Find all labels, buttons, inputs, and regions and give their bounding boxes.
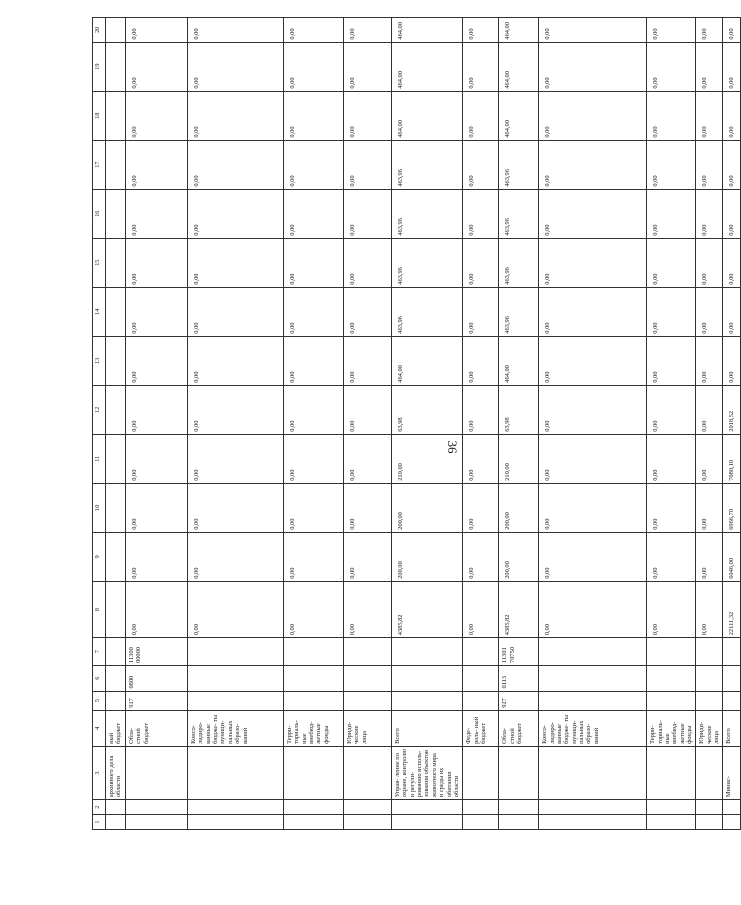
amount-cell bbox=[106, 140, 126, 189]
executor-cell bbox=[463, 746, 499, 799]
table-row bbox=[188, 18, 284, 830]
budget-table bbox=[92, 17, 736, 830]
amount-cell: 0,00 bbox=[463, 42, 499, 91]
column-number: 9 bbox=[93, 532, 106, 581]
amount-cell: 0,00 bbox=[188, 434, 284, 483]
target-article-cell bbox=[696, 638, 723, 666]
amount-cell: 200,00 bbox=[392, 483, 463, 532]
executor-cell bbox=[539, 746, 647, 799]
amount-cell: 0,00 bbox=[696, 18, 723, 43]
amount-cell bbox=[106, 189, 126, 238]
section-cell bbox=[696, 665, 723, 691]
amount-cell: 0,00 bbox=[126, 91, 188, 140]
amount-cell: 0,00 bbox=[188, 336, 284, 385]
source-cell: Консо- лидиро- ванные бюдже- ты муници- пальных образо- ваний bbox=[188, 710, 284, 746]
executor-cell bbox=[696, 746, 723, 799]
amount-cell: 200,00 bbox=[392, 532, 463, 581]
target-article-cell bbox=[344, 638, 392, 666]
amount-cell: 0,00 bbox=[539, 385, 647, 434]
section-cell bbox=[392, 665, 463, 691]
table-row bbox=[723, 18, 741, 830]
amount-cell: 0,00 bbox=[344, 532, 392, 581]
col2-cell bbox=[723, 800, 741, 815]
grbs-cell bbox=[647, 691, 696, 710]
amount-cell: 0,00 bbox=[126, 18, 188, 43]
amount-cell: 463,96 bbox=[392, 140, 463, 189]
amount-cell: 0,00 bbox=[284, 42, 344, 91]
amount-cell: 464,00 bbox=[392, 336, 463, 385]
amount-cell: 6046,00 bbox=[723, 532, 741, 581]
amount-cell: 0,00 bbox=[539, 581, 647, 637]
amount-cell: 0,00 bbox=[284, 483, 344, 532]
column-number: 6 bbox=[93, 665, 106, 691]
amount-cell: 0,00 bbox=[539, 42, 647, 91]
source-cell: Юриди- ческие лица bbox=[344, 710, 392, 746]
source-cell: Всего bbox=[392, 710, 463, 746]
column-number: 5 bbox=[93, 691, 106, 710]
section-cell: 0800 bbox=[126, 665, 188, 691]
amount-cell: 0,00 bbox=[126, 581, 188, 637]
col2-cell bbox=[188, 800, 284, 815]
amount-cell: 0,00 bbox=[188, 91, 284, 140]
table-row bbox=[106, 18, 126, 830]
column-number: 8 bbox=[93, 581, 106, 637]
amount-cell: 0,00 bbox=[344, 91, 392, 140]
amount-cell: 0,00 bbox=[723, 336, 741, 385]
col2-cell bbox=[647, 800, 696, 815]
column-number: 3 bbox=[93, 746, 106, 799]
page-number: 36 bbox=[445, 440, 460, 454]
column-number: 7 bbox=[93, 638, 106, 666]
amount-cell: 0,00 bbox=[696, 385, 723, 434]
amount-cell bbox=[106, 336, 126, 385]
amount-cell bbox=[106, 91, 126, 140]
amount-cell: 0,00 bbox=[463, 434, 499, 483]
table-row bbox=[539, 18, 647, 830]
table-row bbox=[344, 18, 392, 830]
amount-cell: 0,00 bbox=[126, 189, 188, 238]
amount-cell: 0,00 bbox=[188, 18, 284, 43]
col2-cell bbox=[284, 800, 344, 815]
executor-cell bbox=[126, 746, 188, 799]
target-article-cell bbox=[539, 638, 647, 666]
column-number: 1 bbox=[93, 815, 106, 830]
amount-cell: 0,00 bbox=[539, 287, 647, 336]
amount-cell: 0,00 bbox=[463, 287, 499, 336]
col2-cell bbox=[126, 800, 188, 815]
amount-cell: 464,00 bbox=[392, 18, 463, 43]
executor-cell: Минис- bbox=[723, 746, 741, 799]
grbs-cell bbox=[188, 691, 284, 710]
table-row bbox=[499, 18, 539, 830]
grbs-cell bbox=[284, 691, 344, 710]
amount-cell: 0,00 bbox=[539, 140, 647, 189]
amount-cell: 0,00 bbox=[539, 434, 647, 483]
executor-cell: архивного дела области bbox=[106, 746, 126, 799]
section-cell bbox=[284, 665, 344, 691]
amount-cell: 0,00 bbox=[344, 287, 392, 336]
column-number: 12 bbox=[93, 385, 106, 434]
amount-cell: 0,00 bbox=[126, 434, 188, 483]
col2-cell bbox=[463, 800, 499, 815]
amount-cell: 0,00 bbox=[723, 238, 741, 287]
amount-cell: 0,00 bbox=[463, 581, 499, 637]
amount-cell bbox=[106, 483, 126, 532]
amount-cell: 0,00 bbox=[284, 18, 344, 43]
amount-cell: 0,00 bbox=[723, 91, 741, 140]
amount-cell: 463,96 bbox=[392, 189, 463, 238]
amount-cell: 0,00 bbox=[647, 581, 696, 637]
amount-cell: 0,00 bbox=[344, 581, 392, 637]
amount-cell: 463,96 bbox=[499, 140, 539, 189]
grbs-cell bbox=[463, 691, 499, 710]
amount-cell: 0,00 bbox=[284, 532, 344, 581]
amount-cell: 200,00 bbox=[499, 483, 539, 532]
section-cell bbox=[463, 665, 499, 691]
amount-cell: 0,00 bbox=[463, 483, 499, 532]
amount-cell: 0,00 bbox=[344, 336, 392, 385]
target-article-cell bbox=[392, 638, 463, 666]
amount-cell: 0,00 bbox=[647, 18, 696, 43]
amount-cell bbox=[106, 238, 126, 287]
column-number: 13 bbox=[93, 336, 106, 385]
grbs-cell bbox=[106, 691, 126, 710]
amount-cell: 464,00 bbox=[499, 18, 539, 43]
table-row bbox=[696, 18, 723, 830]
amount-cell: 464,00 bbox=[499, 336, 539, 385]
column-number: 20 bbox=[93, 18, 106, 43]
source-cell: Всего bbox=[723, 710, 741, 746]
amount-cell: 0,00 bbox=[284, 336, 344, 385]
amount-cell: 0,00 bbox=[647, 42, 696, 91]
amount-cell bbox=[106, 581, 126, 637]
table-row bbox=[463, 18, 499, 830]
source-cell: Обла- стной бюджет bbox=[126, 710, 188, 746]
section-cell bbox=[106, 665, 126, 691]
amount-cell: 63,98 bbox=[499, 385, 539, 434]
amount-cell: 0,00 bbox=[126, 336, 188, 385]
target-article-cell bbox=[463, 638, 499, 666]
amount-cell: 0,00 bbox=[284, 581, 344, 637]
section-cell bbox=[344, 665, 392, 691]
amount-cell: 0,00 bbox=[539, 336, 647, 385]
amount-cell: 0,00 bbox=[344, 42, 392, 91]
column-number: 17 bbox=[93, 140, 106, 189]
amount-cell: 210,00 bbox=[392, 434, 463, 483]
executor-cell bbox=[284, 746, 344, 799]
amount-cell: 0,00 bbox=[723, 140, 741, 189]
grbs-cell bbox=[723, 691, 741, 710]
amount-cell: 0,00 bbox=[696, 189, 723, 238]
amount-cell: 463,96 bbox=[392, 238, 463, 287]
amount-cell bbox=[106, 42, 126, 91]
amount-cell: 463,96 bbox=[499, 287, 539, 336]
amount-cell: 0,00 bbox=[723, 189, 741, 238]
amount-cell: 0,00 bbox=[284, 140, 344, 189]
amount-cell: 0,00 bbox=[463, 238, 499, 287]
grbs-cell bbox=[392, 691, 463, 710]
amount-cell bbox=[106, 434, 126, 483]
target-article-cell: 11301 70750 bbox=[499, 638, 539, 666]
amount-cell: 0,00 bbox=[188, 287, 284, 336]
amount-cell: 0,00 bbox=[126, 287, 188, 336]
amount-cell: 464,00 bbox=[499, 91, 539, 140]
col2-cell bbox=[539, 800, 647, 815]
amount-cell: 0,00 bbox=[696, 287, 723, 336]
source-cell: Юриди- ческие лица bbox=[696, 710, 723, 746]
col2-cell bbox=[499, 800, 539, 815]
amount-cell: 0,00 bbox=[647, 434, 696, 483]
amount-cell: 0,00 bbox=[344, 483, 392, 532]
amount-cell: 0,00 bbox=[463, 189, 499, 238]
amount-cell: 0,00 bbox=[647, 140, 696, 189]
executor-cell bbox=[647, 746, 696, 799]
executor-cell bbox=[499, 746, 539, 799]
section-cell bbox=[647, 665, 696, 691]
column-number: 2 bbox=[93, 800, 106, 815]
amount-cell: 0,00 bbox=[126, 140, 188, 189]
column-number: 18 bbox=[93, 91, 106, 140]
amount-cell: 463,96 bbox=[499, 238, 539, 287]
col1-cell bbox=[463, 815, 499, 830]
amount-cell: 0,00 bbox=[647, 91, 696, 140]
grbs-cell bbox=[539, 691, 647, 710]
amount-cell: 0,00 bbox=[463, 140, 499, 189]
amount-cell: 0,00 bbox=[188, 581, 284, 637]
amount-cell: 0,00 bbox=[463, 385, 499, 434]
col2-cell bbox=[106, 800, 126, 815]
column-number: 19 bbox=[93, 42, 106, 91]
col2-cell bbox=[696, 800, 723, 815]
amount-cell: 0,00 bbox=[284, 385, 344, 434]
amount-cell: 7080,10 bbox=[723, 434, 741, 483]
amount-cell: 0,00 bbox=[647, 532, 696, 581]
amount-cell: 4385,82 bbox=[499, 581, 539, 637]
amount-cell: 0,00 bbox=[723, 42, 741, 91]
amount-cell: 0,00 bbox=[463, 336, 499, 385]
amount-cell: 0,00 bbox=[696, 336, 723, 385]
executor-cell: Управ- ление по охране, контролю и регули- рованию исполь- зования объектов животного мира и среды их обитания области bbox=[392, 746, 463, 799]
amount-cell: 0,00 bbox=[126, 42, 188, 91]
grbs-cell: 917 bbox=[126, 691, 188, 710]
amount-cell: 0,00 bbox=[647, 189, 696, 238]
amount-cell: 0,00 bbox=[188, 238, 284, 287]
amount-cell: 0,00 bbox=[344, 140, 392, 189]
amount-cell: 0,00 bbox=[126, 238, 188, 287]
column-number: 10 bbox=[93, 483, 106, 532]
column-number: 16 bbox=[93, 189, 106, 238]
source-cell: Феде- раль- ный бюджет bbox=[463, 710, 499, 746]
amount-cell: 0,00 bbox=[463, 18, 499, 43]
amount-cell: 0,00 bbox=[344, 189, 392, 238]
amount-cell: 0,00 bbox=[188, 189, 284, 238]
amount-cell: 0,00 bbox=[344, 238, 392, 287]
amount-cell: 0,00 bbox=[696, 91, 723, 140]
amount-cell: 463,96 bbox=[392, 287, 463, 336]
grbs-cell: 927 bbox=[499, 691, 539, 710]
table-row bbox=[284, 18, 344, 830]
amount-cell: 200,00 bbox=[499, 532, 539, 581]
amount-cell: 0,00 bbox=[539, 238, 647, 287]
table-row bbox=[392, 18, 463, 830]
section-cell bbox=[188, 665, 284, 691]
col2-cell bbox=[344, 800, 392, 815]
amount-cell: 0,00 bbox=[284, 91, 344, 140]
target-article-cell bbox=[723, 638, 741, 666]
amount-cell: 0,00 bbox=[126, 532, 188, 581]
amount-cell: 0,00 bbox=[284, 434, 344, 483]
grbs-cell bbox=[344, 691, 392, 710]
amount-cell: 0,00 bbox=[188, 42, 284, 91]
amount-cell: 22111,32 bbox=[723, 581, 741, 637]
executor-cell bbox=[188, 746, 284, 799]
target-article-cell bbox=[284, 638, 344, 666]
amount-cell: 0,00 bbox=[344, 18, 392, 43]
col1-cell bbox=[499, 815, 539, 830]
amount-cell: 464,00 bbox=[392, 91, 463, 140]
amount-cell: 0,00 bbox=[696, 42, 723, 91]
col1-cell bbox=[126, 815, 188, 830]
col1-cell bbox=[344, 815, 392, 830]
amount-cell: 0,00 bbox=[696, 581, 723, 637]
amount-cell: 0,00 bbox=[647, 385, 696, 434]
amount-cell bbox=[106, 385, 126, 434]
table-row bbox=[647, 18, 696, 830]
amount-cell: 0,00 bbox=[539, 532, 647, 581]
amount-cell bbox=[106, 287, 126, 336]
amount-cell: 0,00 bbox=[126, 483, 188, 532]
col2-cell bbox=[392, 800, 463, 815]
source-cell: Терри- ториаль- ные внебюд- жетные фонды bbox=[284, 710, 344, 746]
amount-cell: 463,96 bbox=[499, 189, 539, 238]
amount-cell: 0,00 bbox=[647, 483, 696, 532]
target-article-cell bbox=[106, 638, 126, 666]
section-cell bbox=[539, 665, 647, 691]
column-number-row bbox=[93, 18, 106, 830]
amount-cell: 0,00 bbox=[463, 91, 499, 140]
amount-cell: 63,98 bbox=[392, 385, 463, 434]
col1-cell bbox=[723, 815, 741, 830]
amount-cell bbox=[106, 18, 126, 43]
column-number: 4 bbox=[93, 710, 106, 746]
amount-cell: 464,00 bbox=[392, 42, 463, 91]
source-cell: Терри- ториаль- ные внебюд- жетные фонды bbox=[647, 710, 696, 746]
source-cell: Консо- лидиро- ванные бюдже- ты муници- пальных образо- ваний bbox=[539, 710, 647, 746]
source-cell: ный бюджет bbox=[106, 710, 126, 746]
target-article-cell: 11300 00000 bbox=[126, 638, 188, 666]
column-number: 15 bbox=[93, 238, 106, 287]
amount-cell: 0,00 bbox=[188, 385, 284, 434]
amount-cell: 0,00 bbox=[696, 140, 723, 189]
amount-cell: 0,00 bbox=[723, 287, 741, 336]
amount-cell: 0,00 bbox=[188, 483, 284, 532]
amount-cell: 0,00 bbox=[696, 483, 723, 532]
amount-cell: 0,00 bbox=[539, 18, 647, 43]
amount-cell: 0,00 bbox=[188, 140, 284, 189]
amount-cell: 210,00 bbox=[499, 434, 539, 483]
amount-cell: 4385,82 bbox=[392, 581, 463, 637]
col1-cell bbox=[539, 815, 647, 830]
amount-cell: 0,00 bbox=[284, 238, 344, 287]
amount-cell: 0,00 bbox=[723, 18, 741, 43]
col1-cell bbox=[284, 815, 344, 830]
amount-cell: 0,00 bbox=[344, 434, 392, 483]
target-article-cell bbox=[647, 638, 696, 666]
section-cell: 0113 bbox=[499, 665, 539, 691]
amount-cell: 0,00 bbox=[696, 434, 723, 483]
amount-cell: 0,00 bbox=[539, 91, 647, 140]
amount-cell: 6966,70 bbox=[723, 483, 741, 532]
amount-cell bbox=[106, 532, 126, 581]
amount-cell: 0,00 bbox=[188, 532, 284, 581]
source-cell: Обла- стной бюджет bbox=[499, 710, 539, 746]
amount-cell: 0,00 bbox=[126, 385, 188, 434]
amount-cell: 0,00 bbox=[463, 532, 499, 581]
column-number: 11 bbox=[93, 434, 106, 483]
target-article-cell bbox=[188, 638, 284, 666]
grbs-cell bbox=[696, 691, 723, 710]
table-row bbox=[126, 18, 188, 830]
col1-cell bbox=[188, 815, 284, 830]
col1-cell bbox=[647, 815, 696, 830]
amount-cell: 0,00 bbox=[284, 189, 344, 238]
column-number: 14 bbox=[93, 287, 106, 336]
amount-cell: 464,00 bbox=[499, 42, 539, 91]
col1-cell bbox=[392, 815, 463, 830]
amount-cell: 0,00 bbox=[284, 287, 344, 336]
col1-cell bbox=[106, 815, 126, 830]
amount-cell: 0,00 bbox=[647, 238, 696, 287]
section-cell bbox=[723, 665, 741, 691]
amount-cell: 0,00 bbox=[539, 483, 647, 532]
amount-cell: 0,00 bbox=[344, 385, 392, 434]
amount-cell: 0,00 bbox=[696, 238, 723, 287]
amount-cell: 0,00 bbox=[539, 189, 647, 238]
col1-cell bbox=[696, 815, 723, 830]
amount-cell: 0,00 bbox=[696, 532, 723, 581]
amount-cell: 2018,52 bbox=[723, 385, 741, 434]
executor-cell bbox=[344, 746, 392, 799]
amount-cell: 0,00 bbox=[647, 287, 696, 336]
amount-cell: 0,00 bbox=[647, 336, 696, 385]
